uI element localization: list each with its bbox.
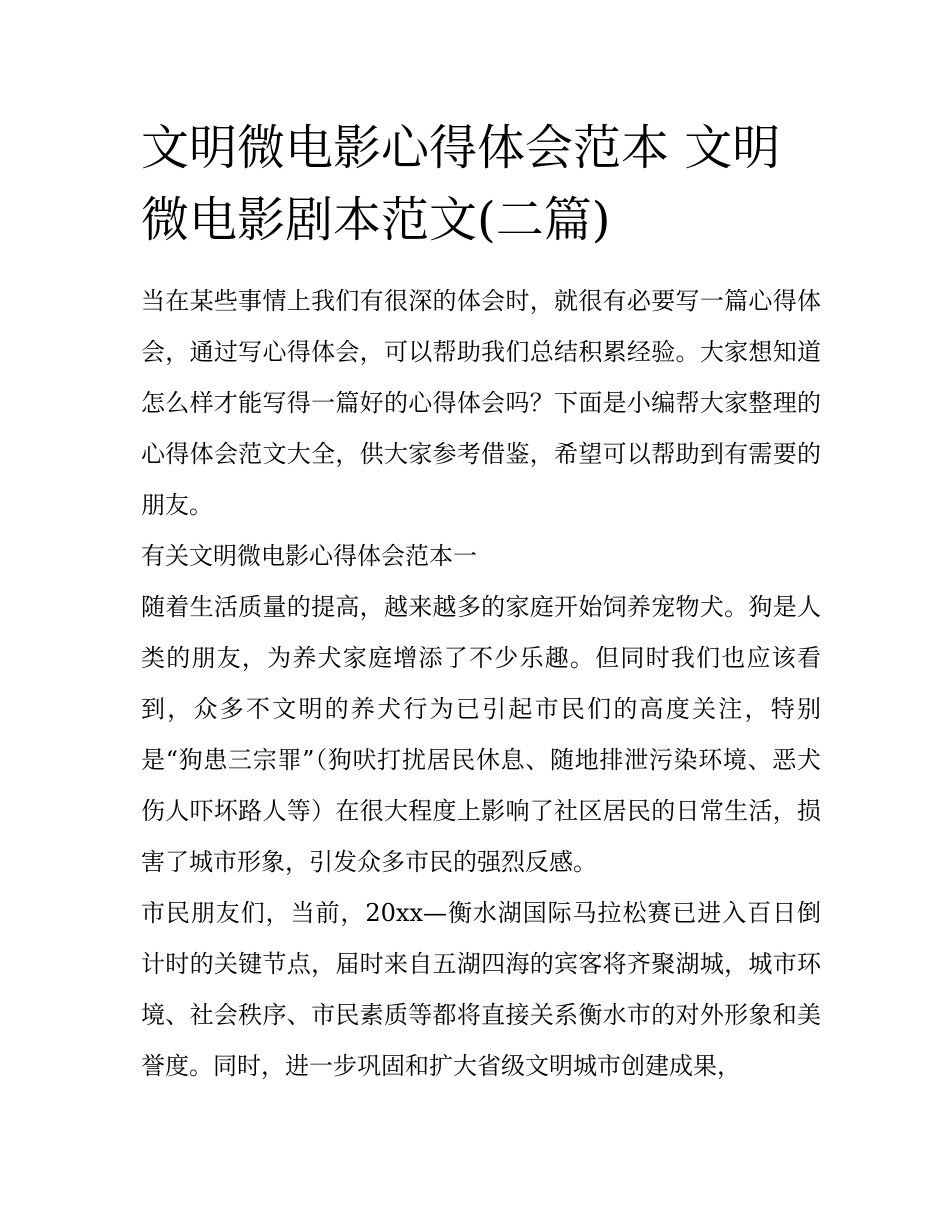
section-heading: 有关文明微电影心得体会范本一 bbox=[141, 542, 477, 570]
intro-paragraph: 当在某些事情上我们有很深的体会时，就很有必要写一篇心得体会，通过写心得体会，可以帮助我们总结积累经验。大家想知道怎么样才能写得一篇好的心得体会吗？下面是小编帮大家整理的心得体会范文大全，供大家参考借鉴，希望可以帮助到有需要的朋友。 bbox=[141, 287, 821, 519]
body-paragraph-2: 市民朋友们，当前，20xx—衡水湖国际马拉松赛已进入百日倒计时的关键节点，届时来自五湖四海的宾客将齐聚湖城，城市环境、社会秩序、市民素质等都将直接关系衡水市的对外形象和美誉度。同时，进一步巩固和扩大省级文明城市创建成果， bbox=[141, 899, 821, 1080]
body-paragraph-1: 随着生活质量的提高，越来越多的家庭开始饲养宠物犬。狗是人类的朋友，为养犬家庭增添了不少乐趣。但同时我们也应该看到，众多不文明的养犬行为已引起市民们的高度关注，特别是“狗患三宗罪”（狗吠打扰居民休息、随地排泄污染环境、恶犬伤人吓坏路人等）在很大程度上影响了社区居民的日常生活，损害了城市形象，引发众多市民的强烈反感。 bbox=[141, 593, 821, 876]
document-title: 文明微电影心得体会范本 文明微电影剧本范文(二篇) bbox=[141, 120, 781, 248]
document-body bbox=[141, 276, 821, 1092]
